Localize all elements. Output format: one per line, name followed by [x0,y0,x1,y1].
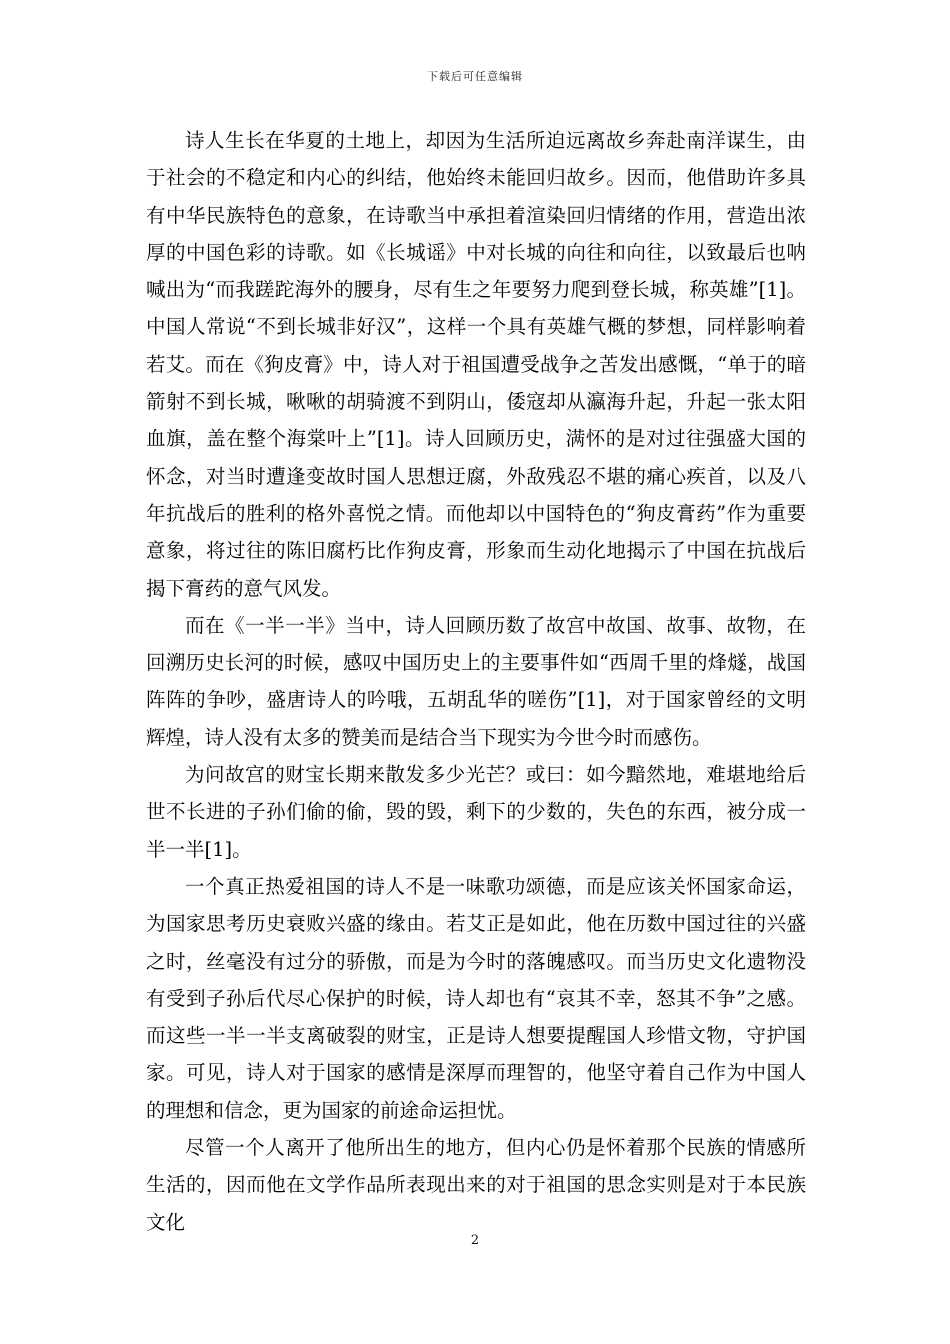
paragraph-4: 一个真正热爱祖国的诗人不是一味歌功颂德，而是应该关怀国家命运，为国家思考历史衰败兴盛的缘由。若艾正是如此，他在历数中国过往的兴盛之时，丝毫没有过分的骄傲，而是为今时的落魄感叹。而当历史文化遗物没有受到子孙后代尽心保护的时候，诗人却也有“哀其不幸，怒其不争”之感。而这些一半一半支离破裂的财宝，正是诗人想要提醒国人珍惜文物，守护国家。可见，诗人对于国家的感情是深厚而理智的，他坚守着自己作为中国人的理想和信念，更为国家的前途命运担忧。 [146,874,806,1122]
paragraph-2: 而在《一半一半》当中，诗人回顾历数了故宫中故国、故事、故物，在回溯历史长河的时候，感叹中国历史上的主要事件如“西周千里的烽燧，战国阵阵的争吵，盛唐诗人的吟哦，五胡乱华的嗟伤”[1]，对于国家曾经的文明辉煌，诗人没有太多的赞美而是结合当下现实为今世今时而感伤。 [146,613,806,749]
body-text [146,122,806,1241]
paragraph-5: 尽管一个人离开了他所出生的地方，但内心仍是怀着那个民族的情感所生活的，因而他在文学作品所表现出来的对于祖国的思念实则是对于本民族文化 [146,1136,806,1234]
paragraph-3: 为问故宫的财宝长期来散发多少光芒？或曰：如今黯然地，难堪地给后世不长进的子孙们偷的偷，毁的毁，剩下的少数的，失色的东西，被分成一半一半[1]。 [146,763,806,861]
page-number: 2 [470,1233,480,1248]
page-header: 下载后可任意编辑 [427,70,523,83]
paragraph-1: 诗人生长在华夏的土地上，却因为生活所迫远离故乡奔赴南洋谋生，由于社会的不稳定和内心的纠结，他始终未能回归故乡。因而，他借助许多具有中华民族特色的意象，在诗歌当中承担着渲染回归情绪的作用，营造出浓厚的中国色彩的诗歌。如《长城谣》中对长城的向往和向往，以致最后也呐喊出为“而我蹉跎海外的腰身，尽有生之年要努力爬到登长城，称英雄”[1]。中国人常说“不到长城非好汉”，这样一个具有英雄气概的梦想，同样影响着若艾。而在《狗皮膏》中，诗人对于祖国遭受战争之苦发出感慨，“单于的暗箭射不到长城，啾啾的胡骑渡不到阴山，倭寇却从瀛海升起，升起一张太阳血旗，盖在整个海棠叶上”[1]。诗人回顾历史，满怀的是对过往强盛大国的怀念，对当时遭逢变故时国人思想迂腐，外敌残忍不堪的痛心疾首，以及八年抗战后的胜利的格外喜悦之情。而他却以中国特色的“狗皮膏药”作为重要意象，将过往的陈旧腐朽比作狗皮膏，形象而生动化地揭示了中国在抗战后揭下膏药的意气风发。 [146,129,806,600]
